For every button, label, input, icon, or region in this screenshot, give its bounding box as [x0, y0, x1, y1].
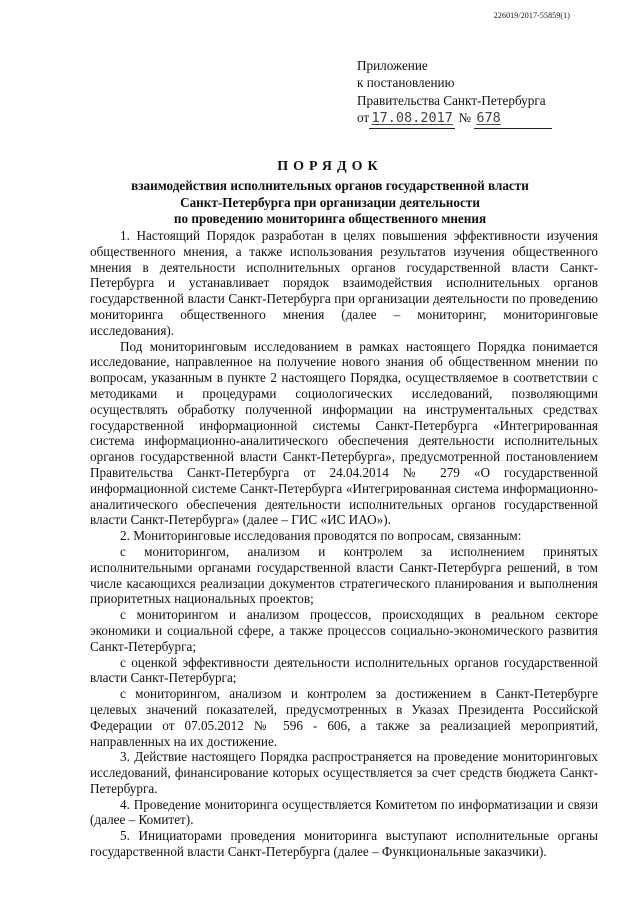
- paragraph-2: 2. Мониторинговые исследования проводятся по вопросам, связанным:: [120, 528, 522, 544]
- paragraph-5: 5. Инициаторами проведения мониторинга выступают исполнительные органы государственной власти Санкт-Петербурга (далее – Функциональные заказчики).: [90, 828, 598, 860]
- number-label: №: [458, 110, 472, 126]
- paragraph-2-item-3: с оценкой эффективности деятельности исполнительных органов государственной власти Санкт-Петербурга;: [90, 654, 598, 686]
- document-body: [90, 228, 598, 860]
- appendix-resolution-ref: к постановлению: [357, 75, 455, 91]
- appendix-date-number-line: [357, 109, 552, 128]
- paragraph-2-item-1: с мониторингом, анализом и контролем за исполнением принятых исполнительными органами государственной власти Санкт-Петербурга решений, в том числе касающихся реализации документов стратегического планирования и выполнения приоритетных национальных проектов;: [90, 543, 598, 607]
- date-field: [369, 109, 455, 128]
- document-id: 226019/2017-55859(1): [493, 11, 570, 20]
- paragraph-1: 1. Настоящий Порядок разработан в целях повышения эффективности изучения общественного мнения, а также использования результатов изучения общественного мнения в деятельности исполнительных органов государственной власти Санкт-Петербурга и устанавливает порядок взаимодействия исполнительных органов государственной власти Санкт-Петербурга при организации деятельности по проведению мониторинга общественного мнения (далее – мониторинг, мониторинговые исследования).: [90, 228, 598, 338]
- date-prefix: от: [357, 110, 370, 126]
- title-line-3: по проведению мониторинга общественного мнения: [173, 211, 487, 227]
- number-field: [474, 109, 552, 128]
- appendix-government: Правительства Санкт-Петербурга: [357, 92, 546, 108]
- appendix-block: [357, 57, 552, 129]
- paragraph-2-item-4: с мониторингом, анализом и контролем за достижением в Санкт-Петербурге целевых значений показателей, предусмотренных в Указах Президента Российской Федерации от 07.05.2012 № 596 - 606, а также за реализацией мероприятий, направленных на их достижение.: [90, 686, 598, 749]
- appendix-label: Приложение: [357, 58, 428, 73]
- number-value: 678: [476, 110, 501, 127]
- paragraph-4: 4. Проведение мониторинга осуществляется Комитетом по информатизации и связи (далее – Комитет).: [90, 796, 598, 828]
- title-main: ПОРЯДОК: [277, 159, 383, 174]
- title-line-1: взаимодействия исполнительных органов государственной власти: [131, 178, 529, 194]
- paragraph-2-item-2: с мониторингом и анализом процессов, происходящих в реальном секторе экономики и социальной сфере, а также процессов социально-экономического развития Санкт-Петербурга;: [90, 607, 598, 654]
- date-value: 17.08.2017: [371, 110, 453, 127]
- title-line-2: Санкт-Петербурга при организации деятельности: [180, 194, 480, 210]
- paragraph-monitoring-definition: Под мониторинговым исследованием в рамках настоящего Порядка понимается исследование, направленное на получение нового знания об общественном мнении по вопросам, указанным в пункте 2 настоящего Порядка, осуществляемое в соответствии с методиками и процедурами социологических исследований, позволяющими осуществлять обработку полученной информации на инструментальных средствах государственной информационной системы Санкт-Петербурга «Интегрированная система информационно-аналитического обеспечения деятельности исполнительных органов государственной власти Санкт-Петербурга», предусмотренной постановлением Правительства Санкт-Петербурга от 24.04.2014 № 279 «О государственной информационной системе Санкт-Петербурга «Интегрированная система информационно-аналитического обеспечения деятельности исполнительных органов государственной власти Санкт-Петербурга» (далее – ГИС «ИС ИАО»).: [90, 338, 598, 528]
- paragraph-3: 3. Действие настоящего Порядка распространяется на проведение мониторинговых исследований, финансирование которых осуществляется за счет средств бюджета Санкт-Петербурга.: [90, 749, 598, 796]
- document-title: [70, 159, 590, 228]
